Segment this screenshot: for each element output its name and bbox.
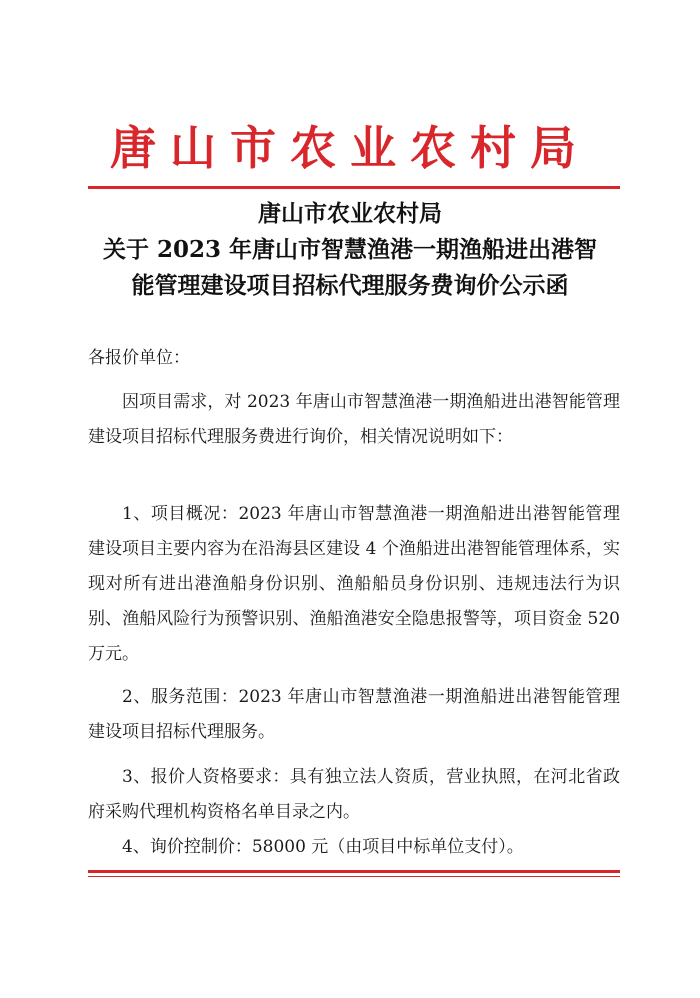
- footer-red-rule-thick: [88, 870, 620, 873]
- paragraph-price-control: 4、询价控制价：58000 元（由项目中标单位支付）。: [122, 837, 524, 857]
- document-title-line-1: 唐山市农业农村局: [258, 200, 442, 227]
- letterhead-title: 唐山市农业农村局: [110, 121, 590, 175]
- paragraph-qualification: 3、报价人资格要求：具有独立法人资质，营业执照，在河北省政府采购代理机构资格名单目录之内。: [88, 767, 620, 822]
- paragraph-intro: 因项目需求，对 2023 年唐山市智慧渔港一期渔船进出港智能管理建设项目招标代理服务费进行询价，相关情况说明如下：: [88, 392, 620, 447]
- document-title-line-3: 能管理建设项目招标代理服务费询价公示函: [131, 272, 569, 299]
- paragraph-service-scope: 2、服务范围：2023 年唐山市智慧渔港一期渔船进出港智能管理建设项目招标代理服务。: [88, 687, 620, 742]
- footer-red-rule-thin: [88, 876, 620, 877]
- document-title-line-2: 关于 2023 年唐山市智慧渔港一期渔船进出港智: [102, 236, 598, 263]
- letterhead-red-rule: [88, 186, 620, 189]
- salutation: 各报价单位：: [88, 348, 190, 368]
- paragraph-project-overview: 1、项目概况：2023 年唐山市智慧渔港一期渔船进出港智能管理建设项目主要内容为在沿海县区建设 4 个渔船进出港智能管理体系，实现对所有进出港渔船身份识别、渔船船员身份识别、违规违法行为识别、渔船风险行为预警识别、渔船渔港安全隐患报警等，项目资金 520 万元。: [88, 504, 620, 664]
